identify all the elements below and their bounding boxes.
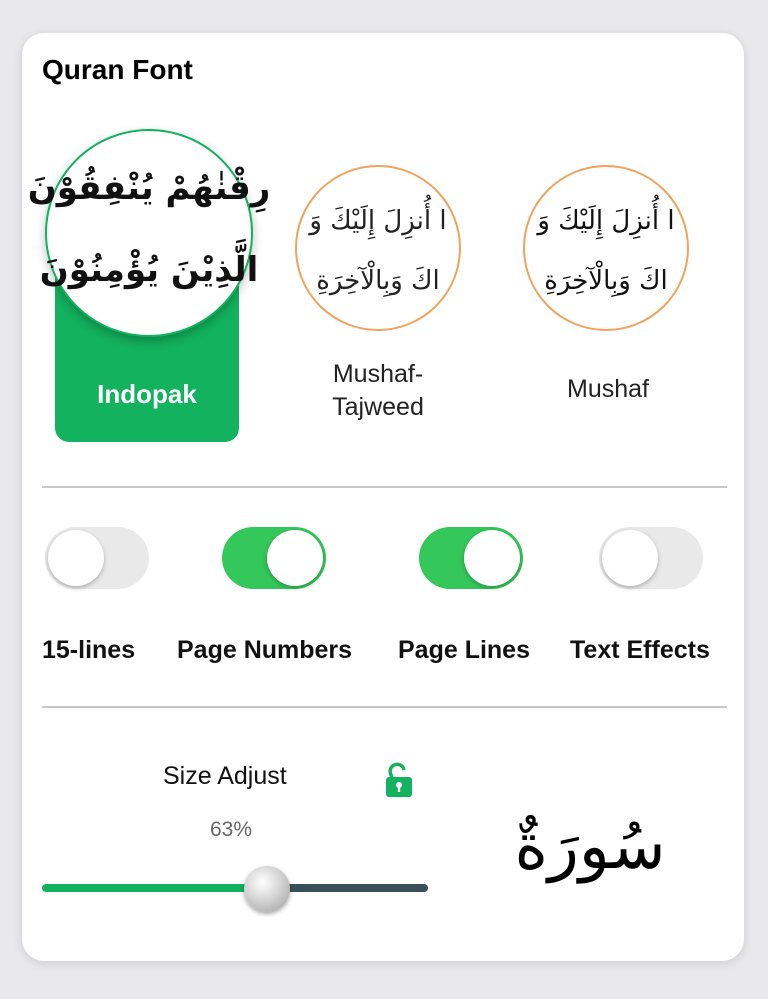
font-preview-indopak: [27, 129, 271, 337]
font-label-indopak: Indopak: [97, 379, 197, 409]
preview-line-1: ا أُنزِلَ إِلَيْكَ وَ: [309, 206, 447, 236]
toggle-label-text-effects: Text Effects: [570, 636, 710, 664]
toggle-label-page-lines: Page Lines: [398, 636, 530, 664]
toggle-page-numbers[interactable]: [222, 527, 326, 589]
slider-thumb[interactable]: [244, 866, 290, 912]
size-percent-label: 63%: [210, 818, 253, 841]
sample-text: سُورَةٌ: [514, 810, 666, 884]
divider: [42, 706, 727, 708]
font-option-indopak[interactable]: [27, 145, 271, 442]
font-option-mushaf[interactable]: [523, 165, 693, 425]
toggle-label-page-numbers: Page Numbers: [177, 636, 353, 664]
size-adjust-title: Size Adjust: [163, 762, 287, 790]
slider-track-filled: [42, 884, 266, 892]
toggle-knob: [267, 530, 323, 586]
preview-line-2: اكَ وَبِالْآخِرَةِ: [544, 266, 668, 296]
toggle-knob: [464, 530, 520, 586]
preview-line-2: اكَ وَبِالْآخِرَةِ: [316, 266, 440, 296]
font-label-line-2: Tajweed: [332, 393, 424, 421]
font-preview-mushaf: [523, 165, 689, 331]
divider: [42, 486, 727, 488]
font-option-mushaf-tajweed[interactable]: [293, 165, 463, 425]
toggle-knob: [602, 530, 658, 586]
font-label-line-1: Mushaf-: [332, 360, 424, 388]
sample-text-preview: [510, 780, 670, 910]
toggle-text-effects[interactable]: [599, 527, 703, 589]
preview-line-1: رِقْنٰهُمْ يُنْفِقُوْنَ: [27, 168, 271, 208]
font-preview-mushaf-tajweed: [295, 165, 461, 331]
toggle-knob: [48, 530, 104, 586]
section-title: Quran Font: [42, 54, 193, 85]
slider-track-empty: [266, 884, 428, 892]
lock-open-icon[interactable]: [384, 762, 414, 798]
font-label-mushaf: Mushaf: [567, 375, 649, 403]
preview-line-1: ا أُنزِلَ إِلَيْكَ وَ: [537, 206, 675, 236]
toggle-15-lines[interactable]: [45, 527, 149, 589]
preview-line-2: الَّذِيْنَ يُؤْمِنُوْنَ: [39, 250, 259, 290]
toggle-page-lines[interactable]: [419, 527, 523, 589]
toggle-label-15-lines: 15-lines: [42, 636, 136, 664]
font-label-mushaf-tajweed: [293, 358, 463, 424]
size-slider[interactable]: [42, 872, 428, 906]
